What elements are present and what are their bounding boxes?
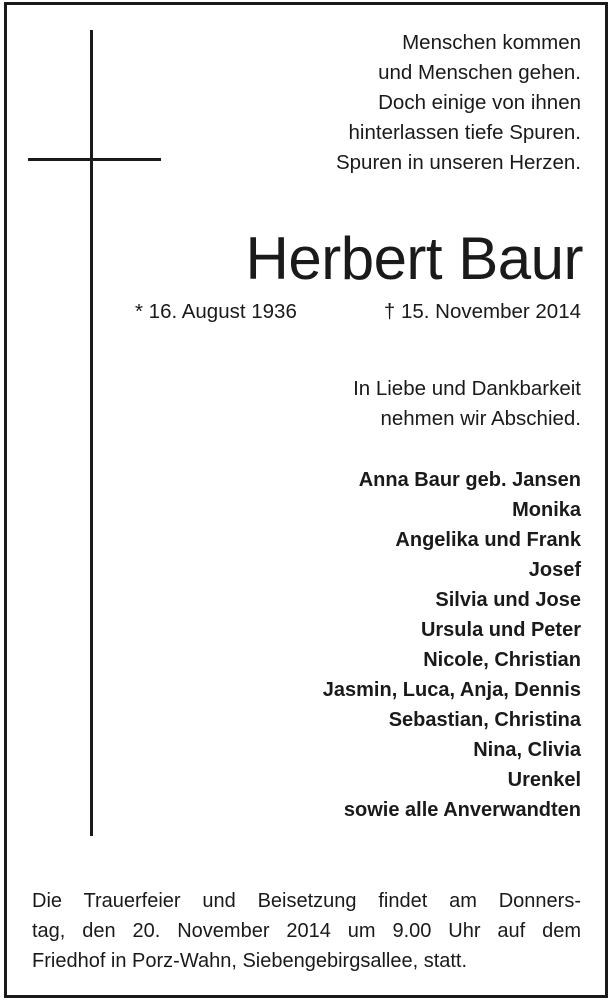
farewell-line: In Liebe und Dankbarkeit <box>353 377 581 400</box>
cross-icon <box>90 30 93 836</box>
farewell-text <box>353 374 581 434</box>
ceremony-line: Friedhof in Porz-Wahn, Siebengebirgsallee, statt. <box>32 950 468 972</box>
ceremony-info <box>32 886 581 976</box>
poem-line: Spuren in unseren Herzen. <box>335 151 581 174</box>
cross-icon-bar <box>28 158 161 161</box>
family-member: Nicole, Christian <box>423 649 581 671</box>
family-member: Sebastian, Christina <box>388 709 581 731</box>
ceremony-line: tag, den 20. November 2014 um 9.00 Uhr auf dem <box>32 920 581 942</box>
poem-line: Doch einige von ihnen <box>378 91 581 114</box>
ceremony-line: Die Trauerfeier und Beisetzung findet am Donners- <box>32 890 581 912</box>
death-date: † 15. November 2014 <box>383 300 581 323</box>
poem-line: und Menschen gehen. <box>378 61 581 84</box>
family-member: Urenkel <box>507 769 581 791</box>
deceased-name: Herbert Baur <box>245 225 583 292</box>
family-member: Angelika und Frank <box>395 529 581 551</box>
farewell-line: nehmen wir Abschied. <box>380 407 581 430</box>
family-member: Nina, Clivia <box>473 739 581 761</box>
family-member: Silvia und Jose <box>435 589 581 611</box>
family-member: Josef <box>528 559 581 581</box>
family-list <box>323 465 581 825</box>
poem-line: Menschen kommen <box>402 31 581 54</box>
poem-line: hinterlassen tiefe Spuren. <box>348 121 581 144</box>
family-member: Ursula und Peter <box>420 619 581 641</box>
birth-date: * 16. August 1936 <box>135 300 297 323</box>
family-member: Jasmin, Luca, Anja, Dennis <box>322 679 581 701</box>
family-member: sowie alle Anverwandten <box>343 799 581 821</box>
family-member: Anna Baur geb. Jansen <box>358 469 581 491</box>
poem <box>336 28 581 178</box>
family-member: Monika <box>512 499 581 521</box>
